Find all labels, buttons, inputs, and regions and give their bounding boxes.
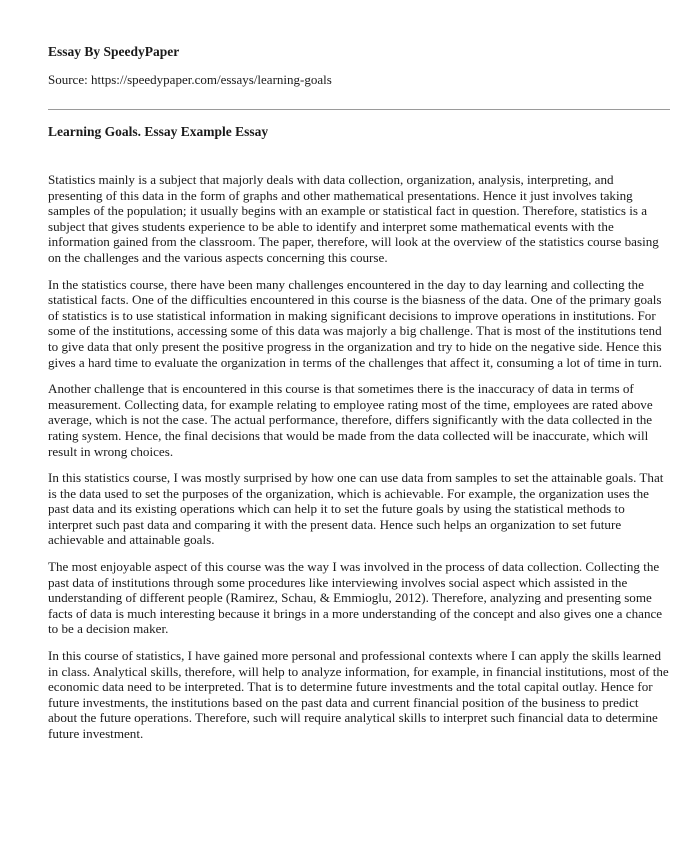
- source-url[interactable]: https://speedypaper.com/essays/learning-goals: [90, 72, 332, 87]
- essay-paragraph: The most enjoyable aspect of this course was the way I was involved in the process of data collection. Collecting the past data of institutions through some procedures like interviewing involves social aspect which assisted in the understanding of different people (Ramirez, Schau, & Emmioglu, 2012). Therefore, analyzing and presenting some facts of data is much interesting because it brings in a more understanding of the concept and also gives one a chance to be a decision maker.: [48, 559, 663, 637]
- header-divider: [48, 109, 670, 110]
- source-label: Source:: [48, 72, 88, 87]
- source-line: [48, 72, 332, 88]
- essay-title: Learning Goals. Essay Example Essay: [48, 124, 269, 139]
- site-title: Essay By SpeedyPaper: [48, 44, 180, 59]
- essay-paragraph: In this course of statistics, I have gained more personal and professional contexts where I can apply the skills learned in class. Analytical skills, therefore, will help to analyze information, for example, in financial institutions, most of the economic data need to be interpreted. That is to determine future investments and the total capital outlay. Hence for future investments, the institutions based on the past data and current financial position of the business to predict about the future operations. Therefore, such will require analytical skills to interpret such financial data to determine future investment.: [48, 648, 669, 741]
- essay-paragraph: Another challenge that is encountered in this course is that sometimes there is the inaccuracy of data in terms of measurement. Collecting data, for example relating to employee rating most of the time, employees are rated above average, which is not the case. The actual performance, therefore, differs significantly with the data collected in the rating system. Hence, the final decisions that would be made from the data collected will be inaccurate, which will result in wrong choices.: [48, 381, 653, 459]
- essay-paragraph: In this statistics course, I was mostly surprised by how one can use data from samples to set the attainable goals. That is the data used to set the purposes of the organization, which is achievable. For example, the organization uses the past data and its existing operations which can help it to set the future goals by using the statistical methods to interpret such past data and comparing it with the present data. Hence such helps an organization to set future achievable and attainable goals.: [48, 470, 664, 548]
- essay-paragraph: In the statistics course, there have been many challenges encountered in the day to day learning and collecting the statistical facts. One of the difficulties encountered in this course is the biasness of the data. One of the primary goals of statistics is to use statistical information in making significant decisions to improve operations in institutions. For some of the institutions, accessing some of this data was majorly a big challenge. That is most of the institutions tend to give data that only present the positive progress in the organization and try to hide on the negative side. Hence this gives a hard time to evaluate the organization in terms of the challenges that affect it, consuming a lot of time in turn.: [48, 276, 663, 370]
- essay-paragraph: Statistics mainly is a subject that majorly deals with data collection, organization, analysis, interpreting, and presenting of this data in the form of graphs and other mathematical presentations. Hence it just involves taking samples of the population; it usually begins with an example or statistical fact in question. Therefore, statistics is a subject that gives students experience to be able to identify and interpret some mathematical events with the information gained from the classroom. The paper, therefore, will look at the overview of the statistics course basing on the challenges and the various aspects concerning this course.: [48, 172, 659, 265]
- essay-body: [48, 172, 670, 753]
